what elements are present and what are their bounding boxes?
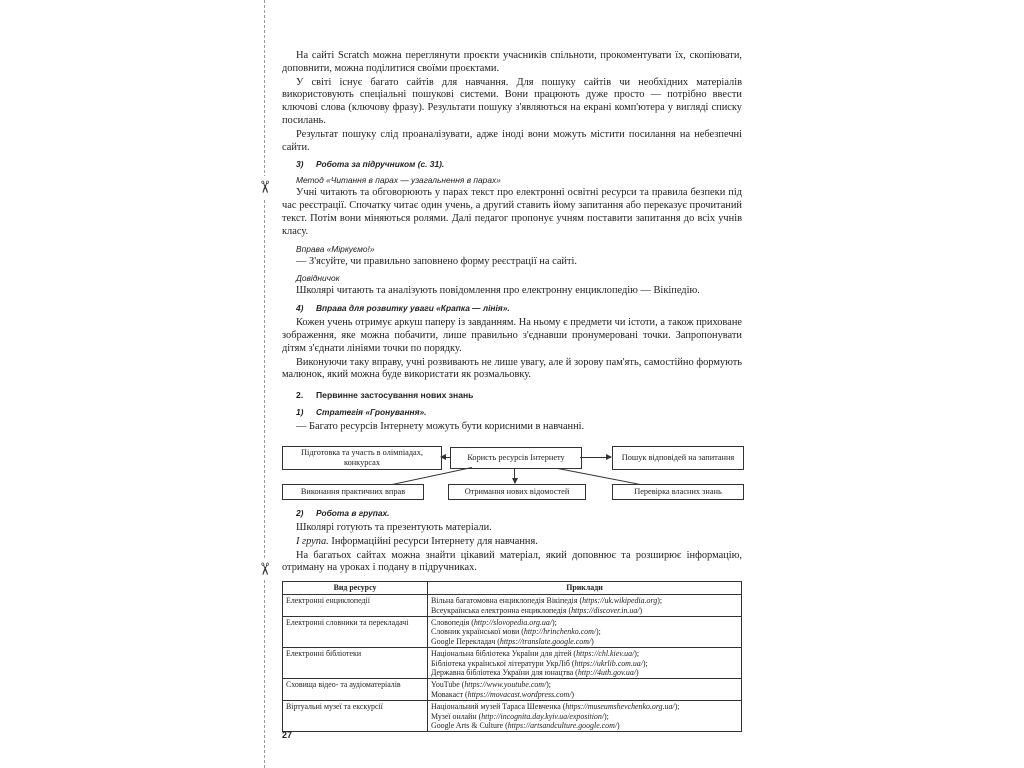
examples-cell — [428, 648, 742, 679]
paragraph: — З'ясуйте, чи правильно заповнено форму реєстрації на сайті. — [296, 255, 578, 267]
step-heading — [296, 158, 742, 170]
resource-url: https://chl.kiev.ua/ — [576, 649, 635, 659]
example-line: Всеукраїнська електронна енциклопедія (https://discover.in.ua/) — [431, 605, 643, 615]
example-line: Державна бібліотека України для юнацтва (http://4uth.gov.ua/) — [431, 667, 639, 677]
diagram-box-bottom-left: Виконання практичних вправ — [282, 484, 424, 500]
resource-url: http://incognita.day.kyiv.ua/exposition/ — [481, 711, 605, 721]
diagram-arrow — [580, 457, 611, 458]
step-heading — [296, 406, 742, 418]
cut-line — [264, 0, 265, 768]
diagram-box-center: Користь ресурсів Інтернету — [450, 447, 582, 469]
step-title: Робота в групах. — [316, 507, 390, 518]
page-content — [282, 50, 742, 732]
resource-url: http://4uth.gov.ua/ — [577, 667, 636, 677]
diagram-arrow — [441, 457, 450, 458]
example-line: Національна бібліотека України для дітей (https://chl.kiev.ua/); — [431, 649, 640, 659]
diagram-box-bottom-right: Перевірка власних знань — [612, 484, 744, 500]
resource-name: Мовакаст — [431, 689, 464, 699]
examples-cell — [428, 701, 742, 732]
table-row — [283, 679, 742, 701]
resource-name: Національна бібліотека України для дітей — [431, 649, 572, 659]
step-heading — [296, 507, 742, 519]
resource-name: Державна бібліотека України для юнацтва — [431, 667, 574, 677]
step-title: Вправа для розвитку уваги «Крапка — лінія». — [316, 303, 510, 314]
scissors-icon: ✂ — [253, 176, 275, 198]
resource-url: https://artsandculture.google.com/ — [507, 721, 618, 730]
exercise-label: Вправа «Міркуємо!» — [296, 243, 375, 254]
table-row — [283, 648, 742, 679]
paragraph: На багатьох сайтах можна знайти цікавий матеріал, який доповнює та розширює інформацію, отриману на уроках і подану в підручниках. — [282, 549, 742, 574]
resource-name: Національний музей Тараса Шевченка — [431, 702, 561, 712]
paragraph — [282, 536, 742, 549]
resource-type-cell: Електронні бібліотеки — [283, 648, 428, 679]
scissors-icon: ✂ — [253, 558, 275, 580]
table-header: Приклади — [428, 582, 742, 595]
resource-name: Google Arts & Culture — [431, 721, 504, 730]
helper-label: Довідничок — [296, 273, 340, 284]
resource-type-cell: Електронні словники та перекладачі — [283, 616, 428, 647]
resource-url: https://translate.google.com/ — [499, 636, 592, 646]
method-label: Метод «Читання в парах — узагальнення в парах» — [296, 175, 501, 186]
resource-url: https://ukrlib.com.ua/ — [574, 658, 643, 668]
step-heading — [296, 302, 742, 314]
resource-url: https://www.youtube.com/ — [464, 680, 547, 690]
resource-url: https://movacast.wordpress.com/ — [467, 689, 572, 699]
resource-name: Словопедія — [431, 617, 470, 627]
paragraph: Результат пошуку слід проаналізувати, адже іноді вони можуть містити посилання на небезпечні сайти. — [282, 128, 742, 153]
resource-name: Музеї онлайн — [431, 711, 477, 721]
example-line: YouTube (https://www.youtube.com/); — [431, 680, 551, 690]
cluster-diagram — [282, 441, 742, 501]
resource-url: https://museumshevchenko.org.ua/ — [565, 702, 675, 712]
paragraph: Виконуючи таку вправу, учні розвивають не лише увагу, але й зорову пам'ять, самостійно формують малюнок, який можна буде використати як розмальовку. — [282, 356, 742, 381]
resource-name: Словник української мови — [431, 627, 520, 637]
resources-table — [282, 581, 742, 732]
example-line: Мовакаст (https://movacast.wordpress.com/) — [431, 689, 575, 699]
resource-url: http://slovopedia.org.ua/ — [473, 617, 553, 627]
group-label: I група. — [296, 535, 329, 547]
paragraph: На сайті Scratch можна переглянути проєкти учасників спільноти, прокоментувати їх, скопіювати, доповнити, можна поділитися своїми проєктами. — [282, 50, 742, 74]
resource-name: Бібліотека української літератури УкрЛіб — [431, 658, 570, 668]
paragraph: Кожен учень отримує аркуш паперу із завданням. На ньому є предмети чи істоти, а також приховане зображення, яке можна побачити, лише правильно з'єднавши пронумеровані точки. Запропонувати дітям з'єднати лініями точки по порядку. — [282, 317, 742, 354]
resource-url: http://hrinchenko.com/ — [523, 627, 597, 637]
example-line: Google Arts & Culture (https://artsandculture.google.com/) — [431, 721, 620, 730]
paragraph: — Багато ресурсів Інтернету можуть бути корисними в навчанні. — [296, 421, 585, 433]
resource-type-cell: Електронні енциклопедії — [283, 595, 428, 617]
table-header: Вид ресурсу — [283, 582, 428, 595]
resource-name: YouTube — [431, 680, 460, 690]
examples-cell — [428, 616, 742, 647]
table-row — [283, 616, 742, 647]
example-line: Бібліотека української літератури УкрЛіб (https://ukrlib.com.ua/); — [431, 658, 648, 668]
resource-url: https://discover.in.ua/ — [571, 605, 640, 615]
paragraph: Школярі читають та аналізують повідомлення про електронну енциклопедію — Вікіпедію. — [296, 285, 700, 297]
step-number: 3) — [296, 159, 304, 170]
diagram-box-top-left: Підготовка та участь в олімпіадах, конкурсах — [282, 446, 442, 470]
group-text: Інформаційні ресурси Інтернету для навчання. — [331, 535, 538, 547]
step-number: 1) — [296, 407, 304, 418]
paragraph: Учні читають та обговорюють у парах текст про електронні освітні ресурси та правила безпеки під час реєстрації. Спочатку читає один учень, а другий ставить йому запитання або переказує прочитаний текст. Потім вони міняються ролями. Далі педагог пропонує учням поставити запитання до всіх учнів класу. — [282, 187, 742, 237]
resource-name: Вільна багатомовна енциклопедія Вікіпедія — [431, 596, 578, 606]
step-title: Робота за підручником (с. 31). — [316, 159, 445, 170]
example-line: Національний музей Тараса Шевченка (https://museumshevchenko.org.ua/); — [431, 702, 680, 712]
table-row — [283, 595, 742, 617]
table-row — [283, 701, 742, 732]
section-heading — [296, 389, 742, 401]
diagram-box-top-right: Пошук відповідей на запитання — [612, 446, 744, 470]
section-title: Первинне застосування нових знань — [316, 390, 474, 401]
example-line: Google Перекладач (https://translate.google.com/) — [431, 636, 594, 646]
example-line: Вільна багатомовна енциклопедія Вікіпедія (https://uk.wikipedia.org); — [431, 596, 663, 606]
paragraph: У світі існує багато сайтів для навчання. Для пошуку сайтів чи необхідних матеріалів використовують спеціальні пошукові системи. Вони працюють дуже просто — потрібно ввести ключові слова (ключову фразу). Результати пошуку з'являються на екрані комп'ютера у вигляді списку посилань. — [282, 76, 742, 126]
step-number: 4) — [296, 303, 304, 314]
resource-url: https://uk.wikipedia.org — [582, 596, 658, 606]
examples-cell — [428, 679, 742, 701]
resource-name: Google Перекладач — [431, 636, 496, 646]
diagram-box-bottom-center: Отримання нових відомостей — [448, 484, 586, 500]
resource-type-cell: Сховища відео- та аудіоматеріалів — [283, 679, 428, 701]
diagram-arrow — [514, 468, 515, 483]
example-line: Словопедія (http://slovopedia.org.ua/); — [431, 617, 557, 627]
paragraph: Школярі готують та презентують матеріали. — [296, 521, 492, 533]
examples-cell — [428, 595, 742, 617]
table-body — [283, 595, 742, 732]
example-line: Словник української мови (http://hrinchenko.com/); — [431, 627, 601, 637]
step-title: Стратегія «Гронування». — [316, 407, 427, 418]
example-line: Музеї онлайн (http://incognita.day.kyiv.ua/exposition/); — [431, 711, 609, 721]
resource-type-cell: Віртуальні музеї та екскурсії — [283, 701, 428, 732]
step-number: 2) — [296, 507, 304, 518]
page-number: 27 — [282, 730, 293, 740]
section-number: 2. — [296, 390, 304, 401]
resource-name: Всеукраїнська електронна енциклопедія — [431, 605, 567, 615]
